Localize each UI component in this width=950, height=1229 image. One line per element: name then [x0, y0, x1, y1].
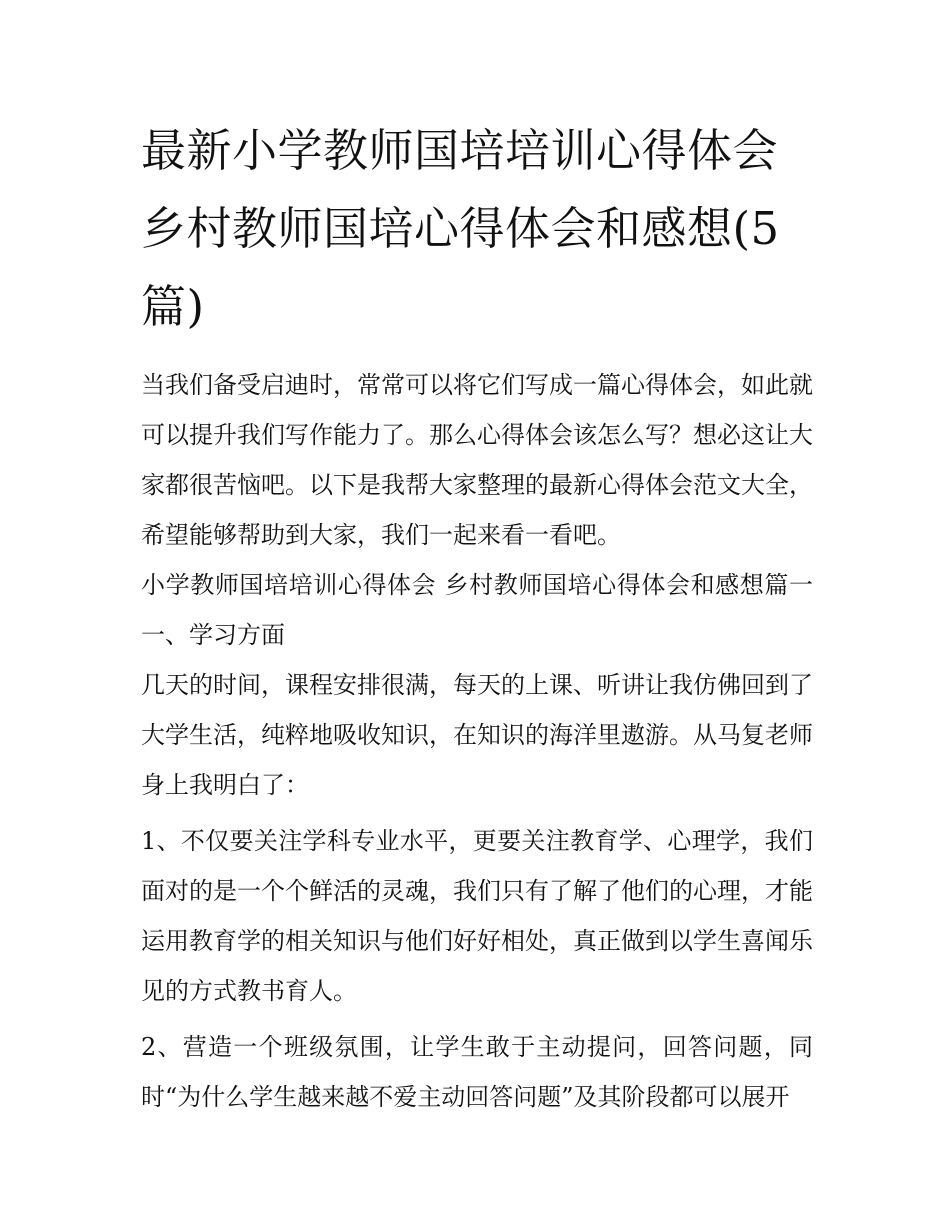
document-body	[141, 112, 813, 1122]
intro-paragraph: 当我们备受启迪时，常常可以将它们写成一篇心得体会，如此就可以提升我们写作能力了。那么心得体会该怎么写？想必这让大家都很苦恼吧。以下是我帮大家整理的最新心得体会范文大全，希望能够帮助到大家，我们一起来看一看吧。	[141, 371, 813, 549]
numbered-point-2: 2、营造一个班级氛围，让学生敢于主动提问，回答问题，同时“为什么学生越来越不爱主动回答问题”及其阶段都可以展开	[141, 1033, 813, 1111]
section-heading: 小学教师国培培训心得体会 乡村教师国培心得体会和感想篇一一、学习方面	[141, 571, 813, 649]
numbered-point-1: 1、不仅要关注学科专业水平，更要关注教育学、心理学，我们面对的是一个个鲜活的灵魂，我们只有了解了他们的心理，才能运用教育学的相关知识与他们好好相处，真正做到以学生喜闻乐见的方式教书育人。	[141, 827, 813, 1005]
document-title: 最新小学教师国培培训心得体会 乡村教师国培心得体会和感想(5篇)	[141, 124, 780, 333]
body-paragraph: 几天的时间，课程安排很满，每天的上课、听讲让我仿佛回到了大学生活，纯粹地吸收知识，在知识的海洋里遨游。从马复老师身上我明白了：	[141, 671, 813, 799]
